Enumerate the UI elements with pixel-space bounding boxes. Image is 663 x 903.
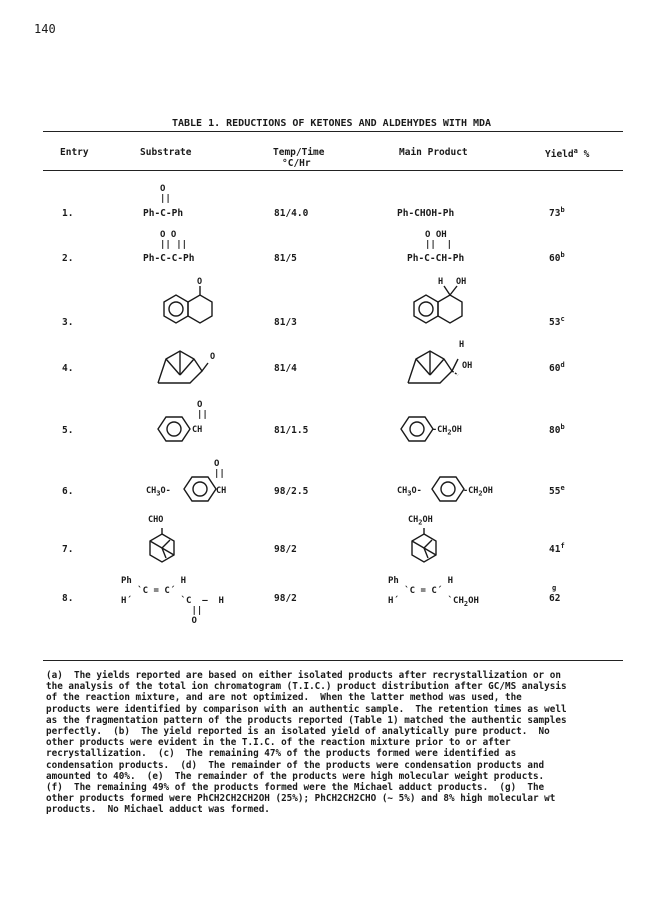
row-1-yield [549,206,565,219]
row-1-yield-value: 73 [549,208,561,220]
row-6-yield [549,484,565,497]
row-8-temp-time: 98/2 [274,593,297,604]
row-1-substrate-carbonyl: O || [160,184,171,204]
row-7-substrate-structure [146,526,180,564]
row-7-temp-time: 98/2 [274,544,297,555]
header-yield-unit: % [583,149,590,161]
row-6-product-ch3-sub: 3 [407,489,412,498]
table-title: TABLE 1. REDUCTIONS OF KETONES AND ALDEHYDES WITH MDA [171,118,492,129]
row-2-substrate: Ph-C-C-Ph [143,253,195,264]
header-substrate: Substrate [140,147,192,158]
row-5-substrate-ch: CH [192,425,203,435]
page-number: 140 [34,22,56,36]
row-4-temp-time: 81/4 [274,363,297,374]
table-footnotes: (a) The yields reported are based on either isolated products after recrystallization or on the analysis of the total ion chromatogram (T.I.C.) product distribution after GC/MS analysis of the reaction mixture, and are not optimized. When the latter method was used, the products were identified by comparison with an authentic sample. The retention times as well as the fragmentation pattern of the products reported (Table 1) matched the authentic samples perfectly. (b) The yield reported is an isolated yield of analytically pure product. No other products were evident in the T.I.C. of the reaction mixture prior to or after recrystallization. (c) The remaining 47% of the products formed were identified as condensation products. (d) The remainder of the products were condensation products and amounted to 40%. (e) The remainder of the products were high molecular weight products. (f) The remaining 49% of the products formed were the Michael adduct products. (g) The other products formed were PhCH2CH2CH2OH (25%); PhCH2CH2CHO (~ 5%) and 8% high molecular wt products. No Michael adduct was formed. [46,670,567,816]
row-1-temp-time: 81/4.0 [274,208,309,219]
row-3-product-structure [400,288,470,338]
row-4-product-oh: OH [462,361,473,371]
row-2-yield [549,251,565,264]
row-6-entry: 6. [62,486,74,497]
table-top-rule [43,131,623,132]
row-7-product-oh: OH [422,515,433,525]
row-6-product-ch: -CH [463,486,479,496]
row-3-yield [549,315,565,328]
row-8-entry: 8. [62,593,74,604]
row-7-product-ch: CH [408,515,419,525]
row-2-temp-time: 81/5 [274,253,297,264]
row-2-yield-value: 60 [549,253,561,265]
row-6-yield-value: 55 [549,486,561,498]
table-header-rule [43,170,623,171]
header-temp-time-units: °C/Hr [282,158,311,169]
row-1-product: Ph-CHOH-Ph [397,208,455,219]
row-5-product-group [432,425,462,437]
row-6-substrate-ch3: CH [146,486,157,496]
row-3-substrate-structure [150,288,220,338]
row-3-temp-time: 81/3 [274,317,297,328]
row-8-product-oh: OH [468,596,479,606]
row-6-product-ch3: CH [397,486,408,496]
row-6-product-group [463,486,493,498]
header-temp-time: Temp/Time [273,147,325,158]
header-main-product: Main Product [399,147,468,158]
row-6-temp-time: 98/2.5 [274,486,309,497]
row-3-entry: 3. [62,317,74,328]
row-4-yield-note: d [560,361,565,369]
row-7-substrate-cho: CHO [148,515,164,525]
row-3-product-oh: OH [456,277,467,287]
row-3-substrate-oxygen: O [197,277,203,287]
row-4-substrate-oxygen: O [210,352,216,362]
row-6-substrate-carbonyl: O || [214,459,225,479]
row-5-substrate-ring [152,414,196,444]
row-6-product-sub: 2 [478,489,483,498]
row-3-product-h: H [438,277,444,287]
row-2-entry: 2. [62,253,74,264]
row-4-product-h: H [459,340,465,350]
row-5-substrate-carbonyl: O || [197,400,208,420]
row-6-substrate-ch: CH [216,486,227,496]
row-7-product-structure [408,526,442,564]
row-5-yield-note: b [560,423,565,431]
row-7-yield-note: f [560,542,565,550]
row-5-entry: 5. [62,425,74,436]
header-yield [545,147,589,160]
row-8-yield: 62 [549,593,561,604]
row-7-entry: 7. [62,544,74,555]
row-7-product-ch2oh [408,515,433,527]
row-8-product [388,576,479,609]
row-6-substrate-ch3-sub: 3 [156,489,161,498]
row-3-yield-value: 53 [549,317,561,329]
row-4-product-structure [400,345,473,390]
row-2-product-groups: O OH || | [425,230,453,250]
row-5-temp-time: 81/1.5 [274,425,309,436]
row-8-yield-note: g [552,584,557,592]
row-1-yield-note: b [560,206,565,214]
row-8-substrate: Ph H `C = C´ H´ `C — H || O [121,576,224,626]
row-8-product-text: Ph H `C = C´ H´ `CH [388,576,464,606]
row-4-entry: 4. [62,363,74,374]
row-6-substrate-o: O- [160,486,171,496]
row-6-product-o: O- [411,486,422,496]
row-6-product-methoxy [397,486,422,498]
table-bottom-rule [43,660,623,661]
header-yield-sup: a [573,147,578,155]
row-7-yield [549,542,565,555]
row-2-product: Ph-C-CH-Ph [407,253,465,264]
row-3-yield-note: c [560,315,565,323]
row-2-substrate-carbonyls: O O || || [160,230,188,250]
row-2-yield-note: b [560,251,565,259]
header-entry: Entry [60,147,89,158]
row-5-product-sub: 2 [447,428,452,437]
row-4-yield-value: 60 [549,363,561,375]
row-5-yield [549,423,565,436]
row-7-yield-value: 41 [549,544,561,556]
row-5-product-oh: OH [451,425,462,435]
row-7-product-sub: 2 [418,518,423,527]
row-4-yield [549,361,565,374]
row-1-substrate: Ph-C-Ph [143,208,184,219]
row-1-entry: 1. [62,208,74,219]
row-6-yield-note: e [560,484,565,492]
row-6-product-oh: OH [482,486,493,496]
row-5-product-ch: -CH [432,425,448,435]
header-yield-text: Yield [545,149,574,161]
row-8-product-sub: 2 [463,599,469,608]
row-6-substrate-methoxy [146,486,171,498]
row-5-yield-value: 80 [549,425,561,437]
